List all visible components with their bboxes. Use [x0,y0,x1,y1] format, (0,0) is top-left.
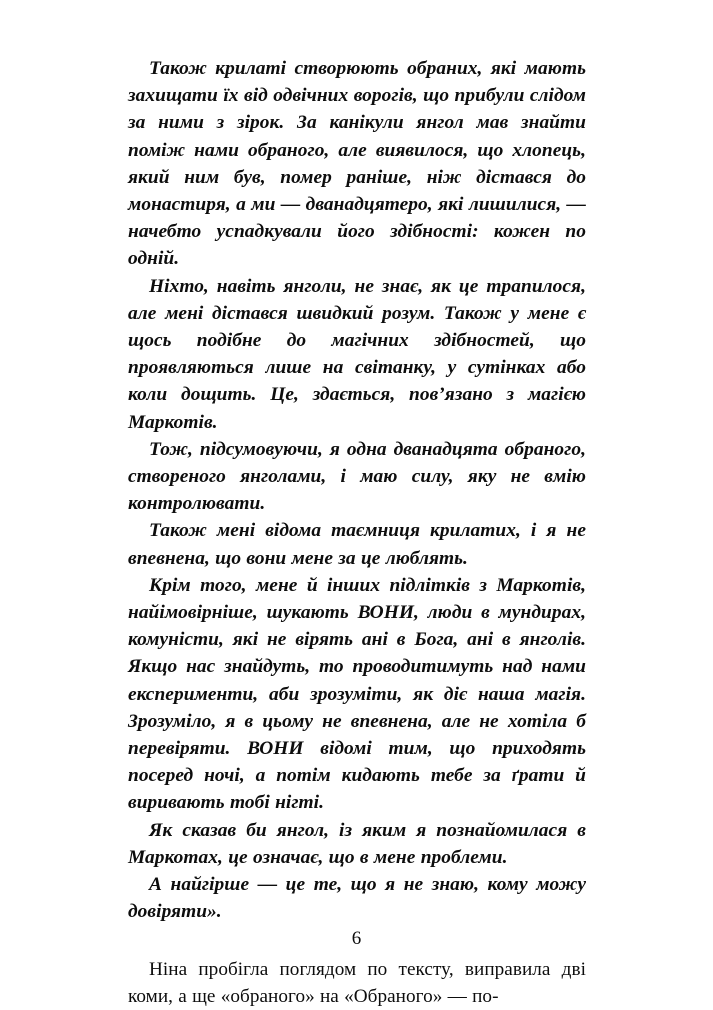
paragraph-8: Ніна пробігла поглядом по тексту, виправила дві коми, а ще «обраного» на «Обраного» — по- [128,958,586,1007]
paragraph-1: Також крилаті створюють обраних, які мають захищати їх від одвічних ворогів, що прибули слідом за ними з зірок. За канікули янгол мав знайти поміж нами обраного, але виявилося, що хлопець, який ним був, помер раніше, ніж дістався до монастиря, а ми — дванадцятеро, які лишилися, — начебто успадкували його здібності: кожен по одній. [128,58,586,270]
paragraph-5: Крім того, мене й інших підлітків з Маркотів, найімовірніше, шукають ВОНИ, люди в мундирах, комуністи, які не вірять ані в Бога, ані в янголів. Якщо нас знайдуть, то проводитимуть над нами експерименти, аби зрозуміти, як діє наша магія. Зрозуміло, я в цьому не впевнена, але не хотіла б перевіряти. ВОНИ відомі тим, що приходять посеред ночі, а потім кидають тебе за ґрати й виривають тобі нігті. [128,574,586,814]
paragraph-7: А найгірше — це те, що я не знаю, кому можу довіряти». [128,874,586,923]
page-text-block [128,55,586,1010]
paragraph-6: Як сказав би янгол, із яким я познайомилася в Маркотах, це означає, що в мене проблеми. [128,819,586,868]
paragraph-4: Також мені відома таємниця крилатих, і я не впевнена, що вони мене за це люблять. [128,520,586,569]
page-number: 6 [351,928,362,949]
paragraph-2: Ніхто, навіть янголи, не знає, як це трапилося, але мені дістався швидкий розум. Також у мене є щось подібне до магічних здібностей, що проявляються лише на світанку, у сутінках або коли дощить. Це, здається, пов’язано з магією Маркотів. [128,275,586,433]
paragraph-3: Тож, підсумовуючи, я одна дванадцята обраного, створеного янголами, і маю силу, яку не вмію контролювати. [128,438,586,515]
